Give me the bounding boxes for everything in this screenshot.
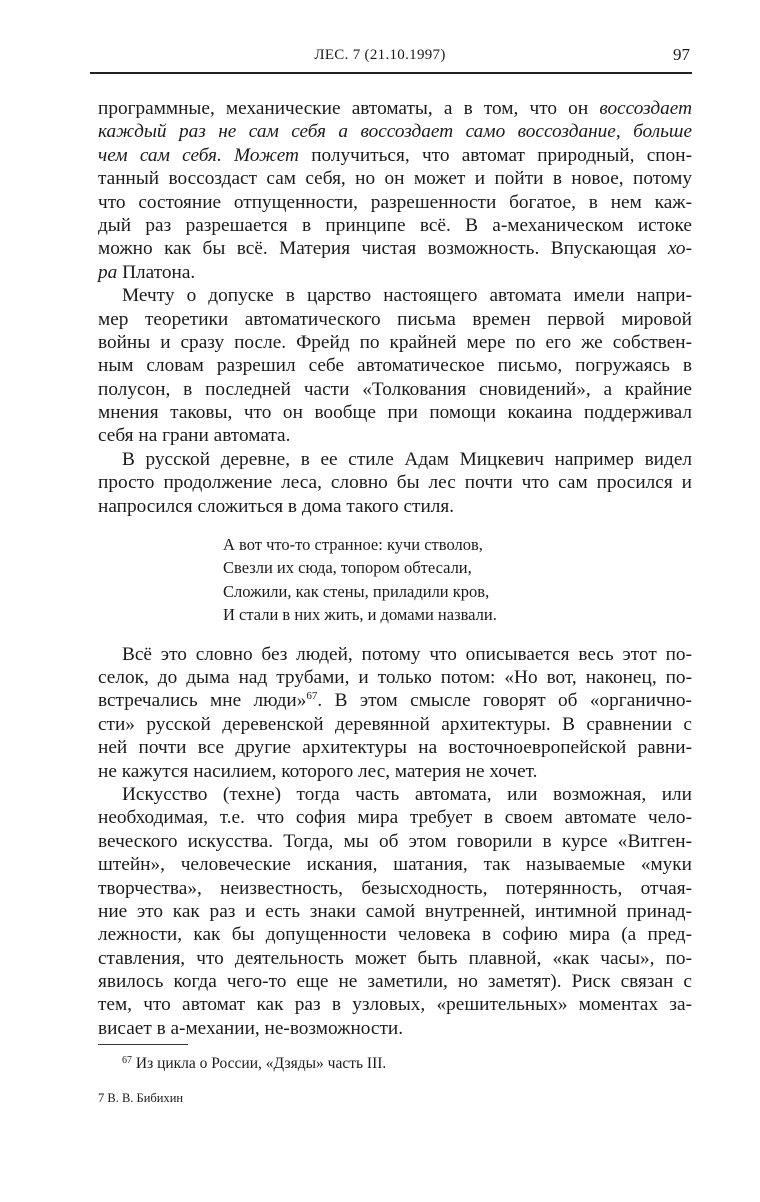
paragraphs-after-poem	[98, 643, 692, 1041]
text-segment: Всё это словно без людей, потому что описывается весь этот по-	[122, 643, 692, 665]
text-line	[98, 689, 692, 712]
paragraph	[98, 448, 692, 518]
text-line	[98, 970, 692, 993]
text-line	[98, 167, 692, 190]
text-segment: лежности, как бы допущенности человека в софию мира (а пред-	[98, 924, 692, 946]
text-line	[98, 643, 692, 666]
poem-line: А вот что-то странное: кучи стволов,	[223, 535, 483, 555]
text-line	[98, 308, 692, 331]
text-line	[98, 806, 692, 829]
running-header-title: ЛЕС. 7 (21.10.1997)	[314, 47, 446, 63]
text-line	[98, 401, 692, 424]
text-line	[98, 378, 692, 401]
text-segment: мер теоретики автоматического письма времен первой мировой	[98, 308, 692, 330]
text-line	[98, 284, 692, 307]
italic-text: каждый раз не сам себя а воссоздает само воссоздание, больше	[98, 121, 692, 143]
text-segment: себя на грани автомата.	[98, 425, 291, 447]
footnote-number: 67	[122, 1055, 132, 1066]
text-line	[98, 1017, 692, 1040]
text-line	[98, 736, 692, 759]
text-line	[98, 261, 692, 284]
text-segment: творчества», неизвестность, безысходность, потерянность, отчая-	[98, 877, 692, 899]
footnote-ref: 67	[306, 690, 318, 703]
text-line	[98, 666, 692, 689]
text-segment: Искусство (техне) тогда часть автомата, или возможная, или	[122, 783, 692, 805]
italic-text: чем сам себя. Может	[98, 144, 299, 166]
text-line	[98, 900, 692, 923]
text-segment: селок, до дыма над трубами, и только потом: «Но вот, наконец, по-	[98, 666, 692, 688]
text-segment: ней почти все другие архитектуры на восточноевропейской равни-	[98, 737, 692, 759]
text-segment: просто продолжение леса, словно бы лес почти что сам просился и	[98, 472, 692, 494]
text-line	[98, 783, 692, 806]
poem-line: Свезли их сюда, топором обтесали,	[223, 558, 472, 578]
paragraph	[98, 97, 692, 284]
text-segment: мнения таковы, что он вообще при помощи кокаина поддерживал	[98, 402, 692, 424]
text-segment: что состояние отпущенности, разрешенности богатое, в нем каж-	[98, 191, 692, 213]
header-rule	[90, 72, 692, 74]
text-line	[98, 214, 692, 237]
text-line	[98, 830, 692, 853]
text-line	[98, 144, 692, 167]
body-text	[98, 97, 692, 1040]
text-line	[98, 471, 692, 494]
text-segment: штейн», человеческие искания, шатания, так называемые «муки	[98, 854, 692, 876]
text-line	[98, 97, 692, 120]
footnote-text: Из цикла о России, «Дзяды» часть III.	[132, 1055, 387, 1072]
poem-line: И стали в них жить, и домами назвали.	[223, 605, 497, 625]
paragraph	[98, 284, 692, 448]
text-segment: встречались мне люди»	[98, 690, 307, 712]
text-line	[98, 120, 692, 143]
poem-line: Сложили, как стены, приладили кров,	[223, 581, 490, 601]
text-segment: ние это как раз и есть знаки самой внутренней, интимной принад-	[98, 900, 692, 922]
text-segment: не кажутся насилием, которого лес, материя не хочет.	[98, 760, 538, 782]
text-line	[98, 760, 692, 783]
signature-mark: 7 В. В. Бибихин	[98, 1091, 184, 1105]
text-segment: веческого искусства. Тогда, мы об этом говорили в курсе «Витген-	[98, 830, 692, 852]
text-line	[98, 448, 692, 471]
text-segment: . В этом смысле говорят об «органично-	[317, 690, 692, 712]
poem-quote	[98, 533, 692, 627]
text-line	[98, 853, 692, 876]
text-line	[98, 877, 692, 900]
text-segment: ставления, что деятельность может быть плавной, «как часы», по-	[98, 947, 692, 969]
text-segment: ным словам разрешил себе автоматическое письмо, погружаясь в	[98, 355, 692, 377]
text-segment: В русской деревне, в ее стиле Адам Мицкевич например видел	[122, 448, 692, 470]
text-segment: дый раз разрешается в принципе всё. В а-механическом истоке	[98, 214, 692, 236]
text-segment: сти» русской деревенской деревянной архитектуры. В сравнении с	[98, 713, 692, 735]
paragraph	[98, 783, 692, 1040]
text-line	[98, 354, 692, 377]
text-line	[98, 993, 692, 1016]
text-segment: программные, механические автоматы, а в том, что он	[98, 98, 600, 119]
paragraph	[98, 643, 692, 783]
italic-text: воссоздает	[599, 98, 692, 119]
italic-text: ра	[98, 261, 118, 283]
text-segment: Платона.	[117, 261, 196, 283]
text-segment: танный воссоздаст сам себя, но он может и пойти в новое, потому	[98, 168, 692, 190]
text-segment: необходимая, т.е. что софия мира требует в своем автомате чело-	[98, 807, 692, 829]
text-segment: висает в а-механии, не-возможности.	[98, 1017, 404, 1039]
text-segment: можно как бы всё. Материя чистая возможность. Впускающая	[98, 238, 668, 260]
text-line	[98, 191, 692, 214]
text-line	[98, 237, 692, 260]
italic-text: хо-	[667, 238, 692, 260]
text-segment: напросился сложиться в дома такого стиля.	[98, 495, 455, 517]
text-segment: явилось когда чего-то еще не заметили, но заметят). Риск связан с	[98, 971, 692, 993]
footnote	[122, 1054, 386, 1074]
text-segment: тем, что автомат как раз в узловых, «решительных» моментах за-	[98, 994, 692, 1016]
text-line	[98, 424, 692, 447]
paragraphs-before-poem	[98, 97, 692, 518]
text-line	[98, 495, 692, 518]
text-line	[98, 713, 692, 736]
footnote-rule	[98, 1044, 188, 1045]
text-line	[98, 923, 692, 946]
text-line	[98, 331, 692, 354]
text-line	[98, 947, 692, 970]
text-segment: войны и сразу после. Фрейд по крайней мере по его же собствен-	[98, 331, 692, 353]
text-segment: Мечту о допуске в царство настоящего автомата имели напри-	[122, 285, 692, 307]
page-number: 97	[673, 45, 690, 64]
text-segment: получиться, что автомат природный, спон-	[298, 144, 692, 166]
text-segment: полусон, в последней части «Толкования сновидений», а крайние	[98, 378, 692, 400]
